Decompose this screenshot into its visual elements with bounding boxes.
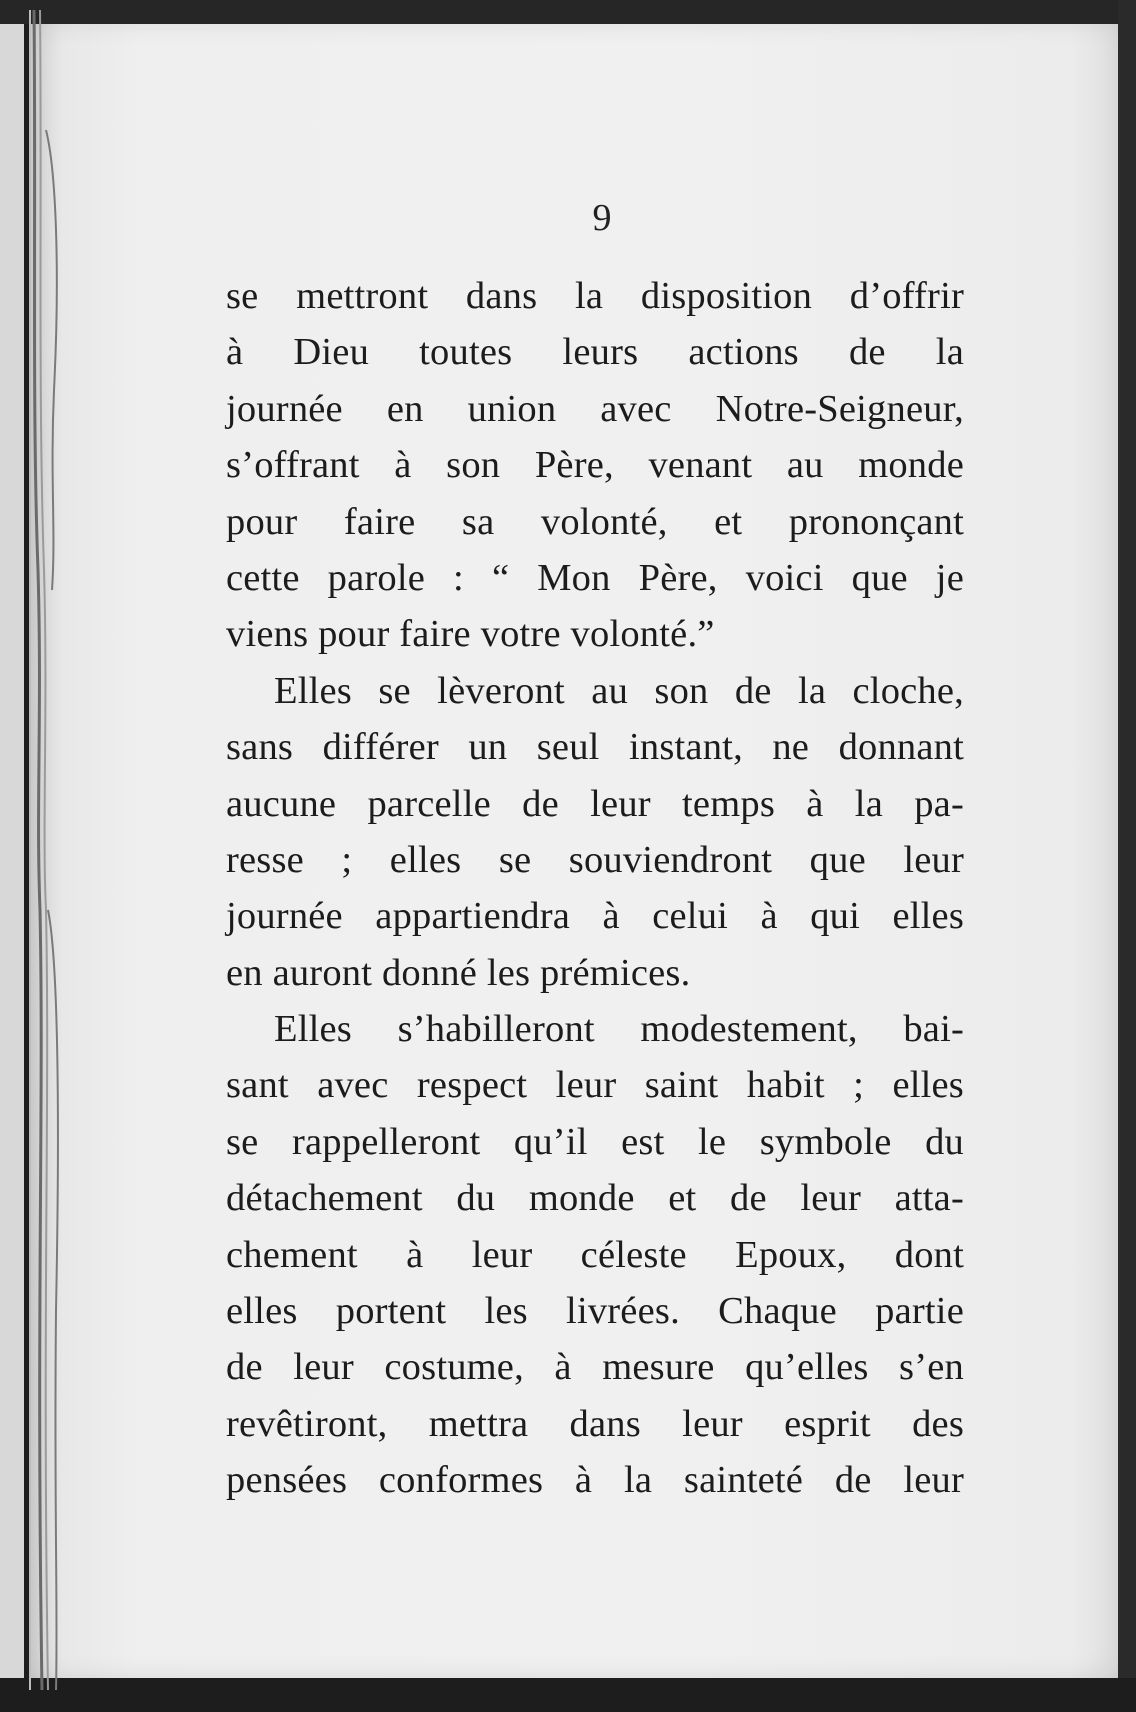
text-line: cette parole : “ Mon Père, voici que je: [226, 556, 964, 599]
page-number: 9: [592, 197, 612, 239]
text-line: Elles se lèveront au son de la cloche,: [274, 669, 964, 712]
text-line: se rappelleront qu’il est le symbole du: [226, 1120, 964, 1163]
text-line: revêtiront, mettra dans leur esprit des: [226, 1402, 964, 1445]
book-spine-binding: [26, 10, 64, 1690]
text-line: de leur costume, à mesure qu’elles s’en: [226, 1346, 964, 1389]
text-line: à Dieu toutes leurs actions de la: [226, 331, 964, 374]
top-edge-shadow: [0, 0, 1136, 24]
left-margin-shadow: [0, 0, 24, 1712]
text-line: se mettront dans la disposition d’offrir: [226, 275, 964, 317]
right-edge-shadow: [1118, 0, 1136, 1712]
paragraph-1: [226, 268, 964, 663]
text-line: sant avec respect leur saint habit ; elles: [226, 1064, 964, 1107]
text-line: chement à leur céleste Epoux, dont: [226, 1233, 964, 1276]
text-line: viens pour faire votre volonté.”: [226, 613, 715, 656]
text-line: s’offrant à son Père, venant au monde: [226, 444, 964, 487]
paragraph-2: [226, 663, 964, 1001]
body-text: [226, 268, 964, 1509]
text-line: pensées conformes à la sainteté de leur: [226, 1459, 964, 1502]
text-line: journée en union avec Notre-Seigneur,: [226, 387, 964, 430]
text-line: resse ; elles se souviendront que leur: [226, 838, 964, 881]
text-line: elles portent les livrées. Chaque partie: [226, 1290, 964, 1333]
bottom-edge-shadow: [0, 1678, 1136, 1712]
paragraph-3: [226, 1001, 964, 1509]
text-line: Elles s’habilleront modestement, bai-: [274, 1008, 964, 1051]
text-line: aucune parcelle de leur temps à la pa-: [226, 782, 964, 825]
text-line: sans différer un seul instant, ne donnant: [226, 726, 964, 769]
text-line: journée appartiendra à celui à qui elles: [226, 895, 964, 938]
text-line: en auront donné les prémices.: [226, 951, 691, 994]
text-line: détachement du monde et de leur atta-: [226, 1177, 964, 1220]
text-line: pour faire sa volonté, et prononçant: [226, 500, 964, 543]
